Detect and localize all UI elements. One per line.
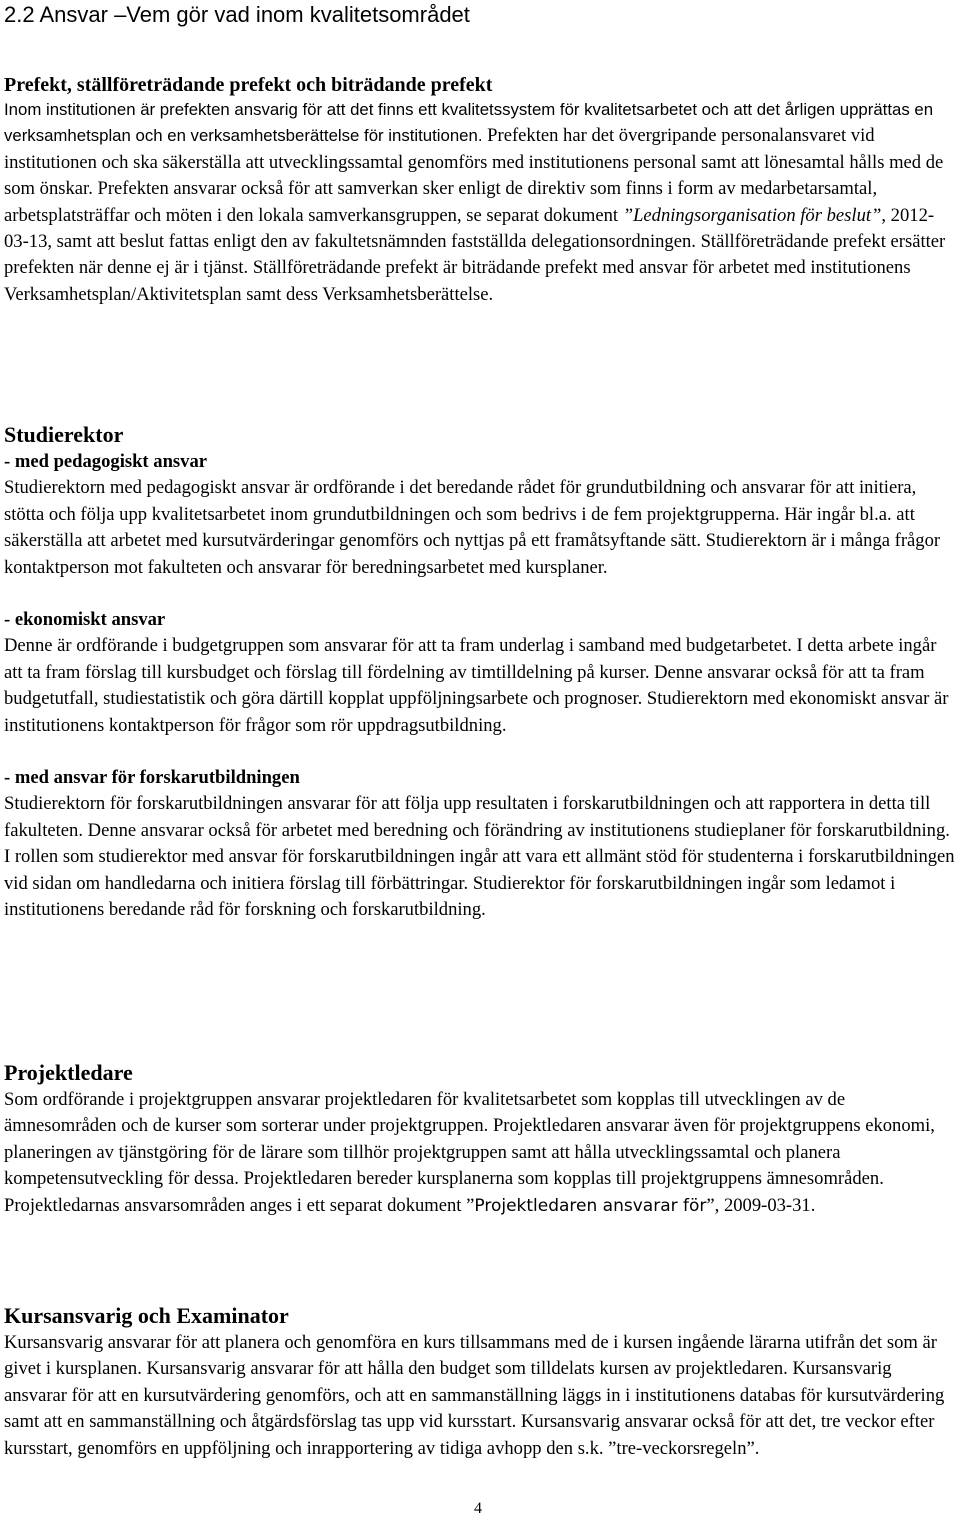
eko-heading: - ekonomiskt ansvar (4, 609, 166, 631)
projektledare-text-1: Som ordförande i projektgruppen ansvarar projektledaren för kvalitetsarbetet som kopplas till utvecklingen av de ämnesområden och de kurser som sorterar under projektgruppen. Projektledaren ansvarar även för projektgruppens ekonomi, planeringen av tjänstgöring för de lärare som tillhör projektgruppen samt att hålla utvecklingssamtal och planera kompetensutveckling för dessa. Projektledaren bereder kursplanerna som kopplas till projektgruppens ämnesområden. Projektledarnas ansvarsområden anges i ett separat dokument ” (4, 1089, 935, 1216)
eko-text: Denne är ordförande i budgetgruppen som ansvarar för att ta fram underlag i samband med budgetarbetet. I detta arbete ingår att ta fram förslag till kursbudget och förslag till fördelning av timtilldelning på kurser. Denne ansvarar också för att ta fram budgetutfall, studiestatistik och göra därtill kopplat uppföljningsarbete och prognoser. Studierektorn med ekonomiskt ansvar är institutionens kontaktperson för frågor som rör uppdragsutbildning. (4, 635, 949, 736)
ped-heading: - med pedagogiskt ansvar (4, 451, 207, 472)
kursansvarig-heading: Kursansvarig och Examinator (4, 1303, 289, 1328)
projektledare-doc-ref: Projektledaren ansvarar för (474, 1195, 707, 1216)
projektledare-heading: Projektledare (4, 1060, 133, 1085)
section-studierektor (4, 421, 956, 924)
prefekt-text-serif-2: , 2012-03-13, samt att beslut fattas enligt den av fakultetsnämnden fastställda delegationsordningen. Ställföreträdande prefekt ersätter prefekten när denne ej är i tjänst. Ställföreträdande prefekt är biträdande prefekt med ansvar för arbetet med institutionens Verksamhetsplan/Aktivitetsplan samt dess Verksamhetsberättelse. (4, 204, 946, 305)
section-projektledare (4, 1059, 956, 1219)
prefekt-text-serif-1: Prefekten ansvarar också för att samverkan sker enligt de direktiv som finns i form av medarbetarsamtal, arbetsplatsträffar och möten i den lokala samverkansgruppen, se separat dokument (4, 178, 878, 226)
fu-heading: - med ansvar för forskarutbildningen (4, 767, 300, 789)
studierektor-heading: Studierektor (4, 422, 124, 447)
section-prefekt (4, 72, 956, 308)
prefekt-paragraph (4, 97, 956, 308)
prefekt-heading: Prefekt, ställföreträdande prefekt och biträdande prefekt (4, 74, 493, 96)
projektledare-text (4, 1087, 956, 1219)
prefekt-doc-ref: ”Ledningsorganisation för beslut” (622, 204, 882, 226)
prefekt-text-sans-2: Prefekten har det övergripande personalansvaret vid institutionen och ska säkerställa att utvecklingssamtal genomförs med institutionens personal samt att lönesamtal hålls med de som önskar. (4, 125, 944, 200)
page-title: 2.2 Ansvar –Vem gör vad inom kvalitetsområdet (4, 2, 470, 27)
kursansvarig-text: Kursansvarig ansvarar för att planera och genomföra en kurs tillsammans med de i kursen ingående lärarna utifrån det som är givet i kursplanen. Kursansvarig ansvarar för att hålla den budget som tilldelats kursen av projektledaren. Kursansvarig ansvarar för att en kursutvärdering genomförs, och att en sammanställning läggs in i institutionens databas för kursutvärdering samt att en sammanställning och åtgärdsförslag tas upp vid kursstart. Kursansvarig ansvarar också för att det, tre veckor efter kursstart, genomförs en uppföljning och inrapportering av tidiga avhopp den s.k. ”tre-veckorsregeln”. (4, 1332, 945, 1459)
ped-text: Studierektorn med pedagogiskt ansvar är ordförande i det beredande rådet för grundutbildning och ansvarar för att initiera, stötta och följa upp kvalitetsarbetet inom grundutbildningen och som bedrivs i de fem projektgrupperna. Här ingår bl.a. att säkerställa att arbetet med kursutvärderingar genomförs och nyttjas på ett framåtsyftande sätt. Studierektorn är i många frågor kontaktperson mot fakulteten och ansvarar för beredningsarbetet med kursplaner. (4, 477, 941, 578)
page-number: 4 (474, 1500, 482, 1517)
prefekt-text-sans: Inom institutionen är prefekten ansvarig för att det finns ett kvalitetssystem för kvalitetsarbetet och att det årligen upprättas en verksamhetsplan och en verksamhetsberättelse för institutionen. (4, 100, 934, 146)
projektledare-text-2: ”, 2009-03-31. (706, 1194, 816, 1216)
section-kursansvarig (4, 1302, 956, 1462)
fu-text: Studierektorn för forskarutbildningen ansvarar för att följa upp resultaten i forskarutbildningen och att rapportera in detta till fakulteten. Denne ansvarar också för arbetet med beredning och förändring av institutionens studieplaner för forskarutbildning. I rollen som studierektor med ansvar för forskarutbildningen ingår att vara ett allmänt stöd för studenterna i forskarutbildningen vid sidan om handledarna och initiera förslag till förbättringar. Studierektor för forskarutbildningen ingår som ledamot i institutionens beredande råd för forskning och forskarutbildning. (4, 793, 955, 921)
